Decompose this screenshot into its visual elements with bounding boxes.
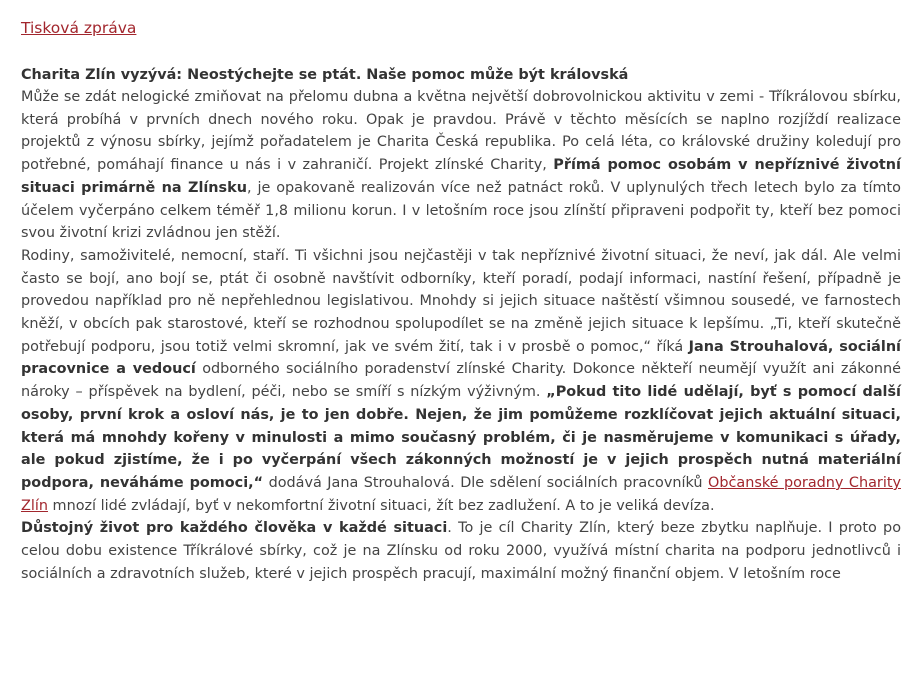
paragraph-3 (21, 517, 901, 585)
paragraph-3-bold-1: Důstojný život pro každého člověka v každé situaci (21, 520, 448, 537)
paragraph-3-text-1: . To je cíl Charity Zlín, který beze zbytku naplňuje. I proto po celou dobu existence Tříkrálové sbírky, což je na Zlínsku od roku 2000, využívá místní charita na podporu jednotlivců i sociálních a zdravotních služeb, které v jejich prospěch pracují, maximální možný finanční objem. V letošním roce (21, 520, 901, 582)
headline: Charita Zlín vyzývá: Neostýchejte se ptát. Naše pomoc může být královská (21, 67, 629, 83)
paragraph-1 (21, 86, 901, 245)
press-release (21, 14, 901, 585)
paragraph-2-bold-1: Jana Strouhalová, sociální pracovnice a vedoucí (21, 338, 901, 378)
paragraph-2-text-2: odborného sociálního poradenství zlínské Charity. Dokonce někteří neumějí využít ani zákonné nároky – příspěvek na bydlení, péči, nebo se smíří s nízkým výživným. (21, 361, 901, 401)
press-release-link[interactable]: Tisková zpráva (21, 19, 137, 37)
paragraph-1-bold-1: Přímá pomoc osobám v nepříznivé životní situaci primárně na Zlínsku (21, 157, 901, 196)
paragraph-1-text-2: , je opakovaně realizován více než patnáct roků. V uplynulých třech letech bylo za tímto účelem vyčerpáno celkem téměř 1,8 milionu korun. I v letošním roce jsou zlínští připraveni podpořit ty, kteří bez pomoci svou životní krizi zvládnou jen stěží. (21, 179, 901, 242)
paragraph-1-text-1: Může se zdát nelogické zmiňovat na přelomu dubna a května největší dobrovolnickou aktivitu v zemi - Tříkrálovou sbírku, která probíhá v prvních dnech nového roku. Opak je pravdou. Právě v těchto měsících se naplno rozjíždí realizace projektů z výnosu sbírky, jejímž pořadatelem je Charita Česká republika. Po celá léta, co královské družiny koledují pro potřebné, pomáhají finance u nás i v zahraničí. Projekt zlínské Charity, (21, 89, 901, 174)
paragraph-2-text-3: dodává Jana Strouhalová. Dle sdělení sociálních pracovníků (263, 474, 709, 491)
paragraph-2-quote: „Pokud tito lidé udělají, byť s pomocí další osoby, první krok a osloví nás, je to jen dobře. Nejen, že jim pomůžeme rozklíčovat jejich aktuální situaci, která má mnohdy kořeny v minulosti a mimo současný problém, či je nasměrujeme v komunikaci s úřady, ale pokud zjistíme, že i po vyčerpání všech zákonných možností je v jejich prospěch nutná materiální podpora, neváháme pomoci,“ (21, 384, 901, 491)
press-release-label (21, 14, 901, 42)
obcanska-poradna-link[interactable]: Občanské poradny Charity Zlín (21, 474, 901, 514)
paragraph-2-text-1: Rodiny, samoživitelé, nemocní, staří. Ti všichni jsou nejčastěji v tak nepříznivé životní situaci, že neví, jak dál. Ale velmi často se bojí, ano bojí se, ptát či osobně navštívit odborníky, kteří poradí, podají informaci, nastíní řešení, případně je provedou například pro ně nepřehlednou legislativou. Mnohdy si jejich situace naštěstí všimnou sousedé, ve farnostech kněží, v obcích pak starostové, kteří se rozhodnou spolupodílet se na změně jejich situace k lepšímu. „Ti, kteří skutečně potřebují podporu, jsou totiž velmi skromní, jak ve svém žití, tak i v prosbě o pomoc,“ říká (21, 247, 901, 355)
paragraph-2-text-4: mnozí lidé zvládají, byť v nekomfortní životní situaci, žít bez zadlužení. A to je veliká devíza. (47, 497, 715, 514)
paragraph-2 (21, 245, 901, 517)
